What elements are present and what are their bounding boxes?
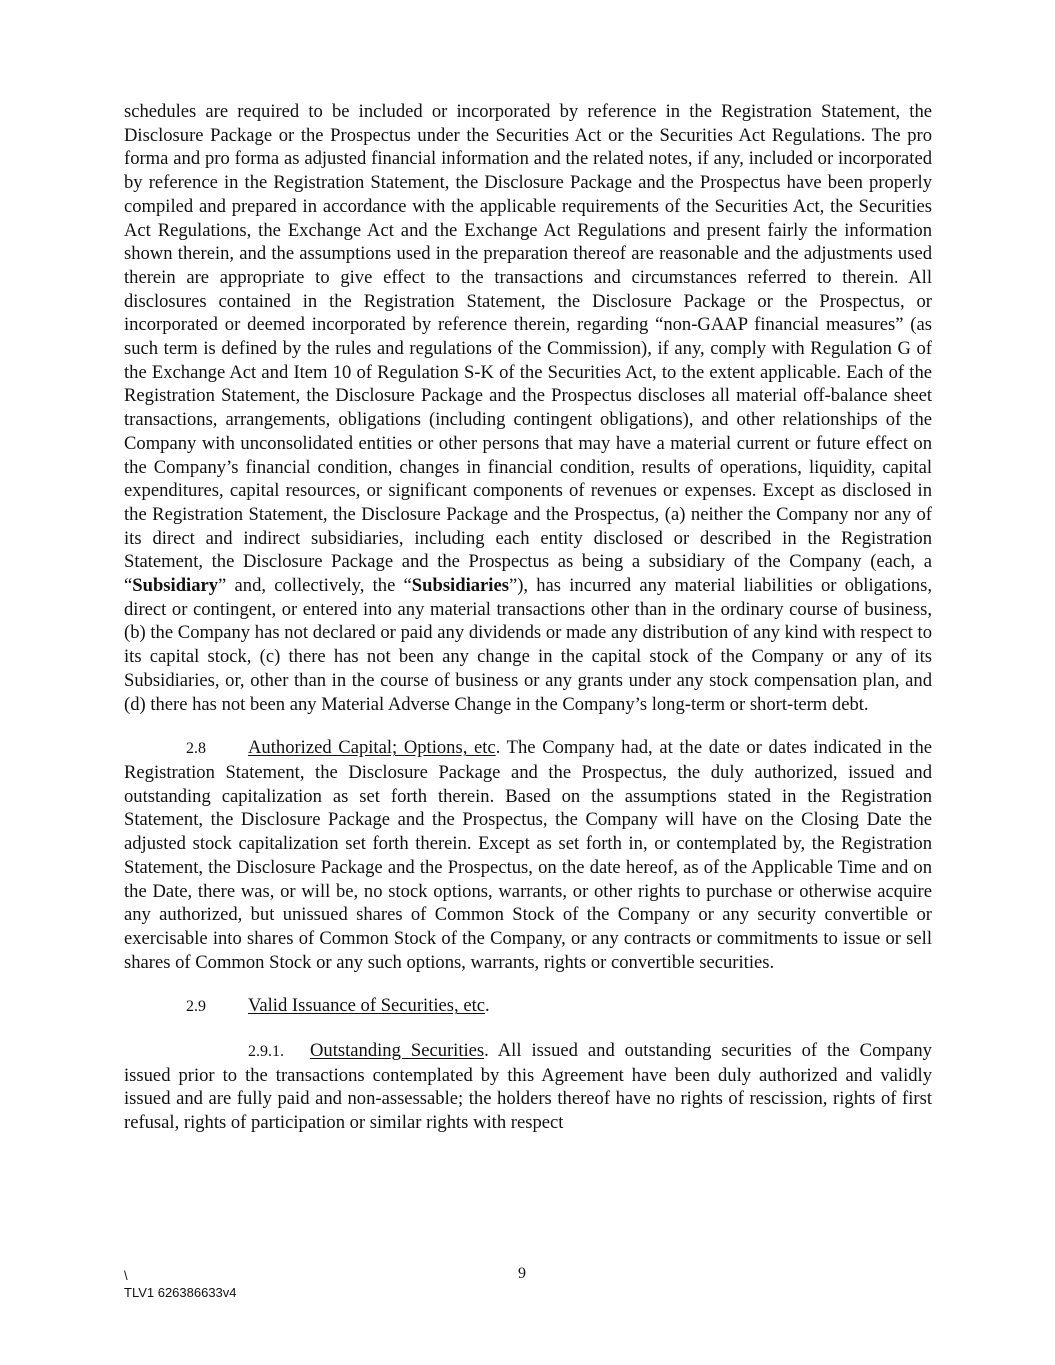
section-body: . The Company had, at the date or dates indicated in the Registration Statement, the Disclosure Package and the Prospectus, the duly authorized, issued and outstanding capitalization as set forth therein. Based on the assumptions stated in the Registration Statement, the Disclosure Package and the Prospectus, the Company will have on the Closing Date the adjusted stock capitalization set forth therein. Except as set forth in, or contemplated by, the Registration Statement, the Disclosure Package and the Prospectus, on the date hereof, as of the Applicable Time and on the Date, there was, or will be, no stock options, warrants, or other rights to purchase or otherwise acquire any authorized, but unissued shares of Common Stock of the Company or any security convertible or exercisable into shares of Common Stock of the Company, or any contracts or commitments to issue or sell shares of Common Stock or any such options, warrants, rights or convertible securities. bbox=[124, 737, 932, 973]
section-heading: Valid Issuance of Securities, etc bbox=[248, 995, 485, 1017]
page-number: 9 bbox=[518, 1265, 526, 1282]
section-number: 2.8 bbox=[186, 740, 206, 758]
document-body bbox=[124, 100, 932, 1155]
section-2-9 bbox=[124, 994, 932, 1019]
defined-term-subsidiaries: Subsidiaries bbox=[411, 575, 509, 597]
paragraph-text: ”), has incurred any material liabilities or obligations, direct or contingent, or entered into any material transactions other than in the ordinary course of business, (b) the Company has not declared or paid any dividends or made any distribution of any kind with respect to its capital stock, (c) there has not been any change in the capital stock of the Company or any of its Subsidiaries, or, other than in the course of business or any grants under any stock compensation plan, and (d) there has not been any Material Adverse Change in the Company’s long-term or short-term debt. bbox=[124, 575, 932, 715]
defined-term-subsidiary: Subsidiary bbox=[132, 575, 219, 597]
footer-document-number: TLV1 626386633v4 bbox=[124, 1285, 237, 1300]
section-2-9-1 bbox=[124, 1039, 932, 1135]
section-2-8 bbox=[124, 736, 932, 974]
continuation-paragraph bbox=[124, 100, 932, 716]
section-number: 2.9 bbox=[186, 998, 206, 1016]
footer-backslash: \ bbox=[124, 1268, 128, 1283]
section-number: 2.9.1. bbox=[248, 1043, 284, 1061]
paragraph-text: schedules are required to be included or incorporated by reference in the Registration Statement, the Disclosure Package or the Prospectus under the Securities Act or the Securities Act Regulations. The pro forma and pro forma as adjusted financial information and the related notes, if any, included or incorporated by reference in the Registration Statement, the Disclosure Package and the Prospectus have been properly compiled and prepared in accordance with the applicable requirements of the Securities Act, the Securities Act Regulations, the Exchange Act and the Exchange Act Regulations and present fairly the information shown therein, and the assumptions used in the preparation thereof are reasonable and the adjustments used therein are appropriate to give effect to the transactions and circumstances referred to therein. All disclosures contained in the Registration Statement, the Disclosure Package or the Prospectus, or incorporated or deemed incorporated by reference therein, regarding “non-GAAP financial measures” (as such term is defined by the rules and regulations of the Commission), if any, comply with Regulation G of the Exchange Act and Item 10 of Regulation S-K of the Securities Act, to the extent applicable. Each of the Registration Statement, the Disclosure Package and the Prospectus discloses all material off-balance sheet transactions, arrangements, obligations (including contingent obligations), and other relationships of the Company with unconsolidated entities or other persons that may have a material current or future effect on the Company’s financial condition, changes in financial condition, results of operations, liquidity, capital expenditures, capital resources, or significant components of revenues or expenses. Except as disclosed in the Registration Statement, the Disclosure Package and the Prospectus, (a) neither the Company nor any of its direct and indirect subsidiaries, including each entity disclosed or described in the Registration Statement, the Disclosure Package and the Prospectus as being a subsidiary of the Company (each, a “ bbox=[124, 101, 932, 597]
paragraph-text: ” and, collectively, the “ bbox=[218, 575, 412, 597]
section-heading: Authorized Capital; Options, etc bbox=[248, 737, 496, 759]
section-body: . All issued and outstanding securities of the Company issued prior to the transactions contemplated by this Agreement have been duly authorized and validly issued and are fully paid and non-assessable; the holders thereof have no rights of rescission, rights of first refusal, rights of participation or similar rights with respect bbox=[124, 1040, 932, 1134]
section-heading: Outstanding Securities bbox=[310, 1040, 485, 1062]
section-body: . bbox=[485, 995, 490, 1017]
footer-doc-id bbox=[124, 1267, 237, 1301]
